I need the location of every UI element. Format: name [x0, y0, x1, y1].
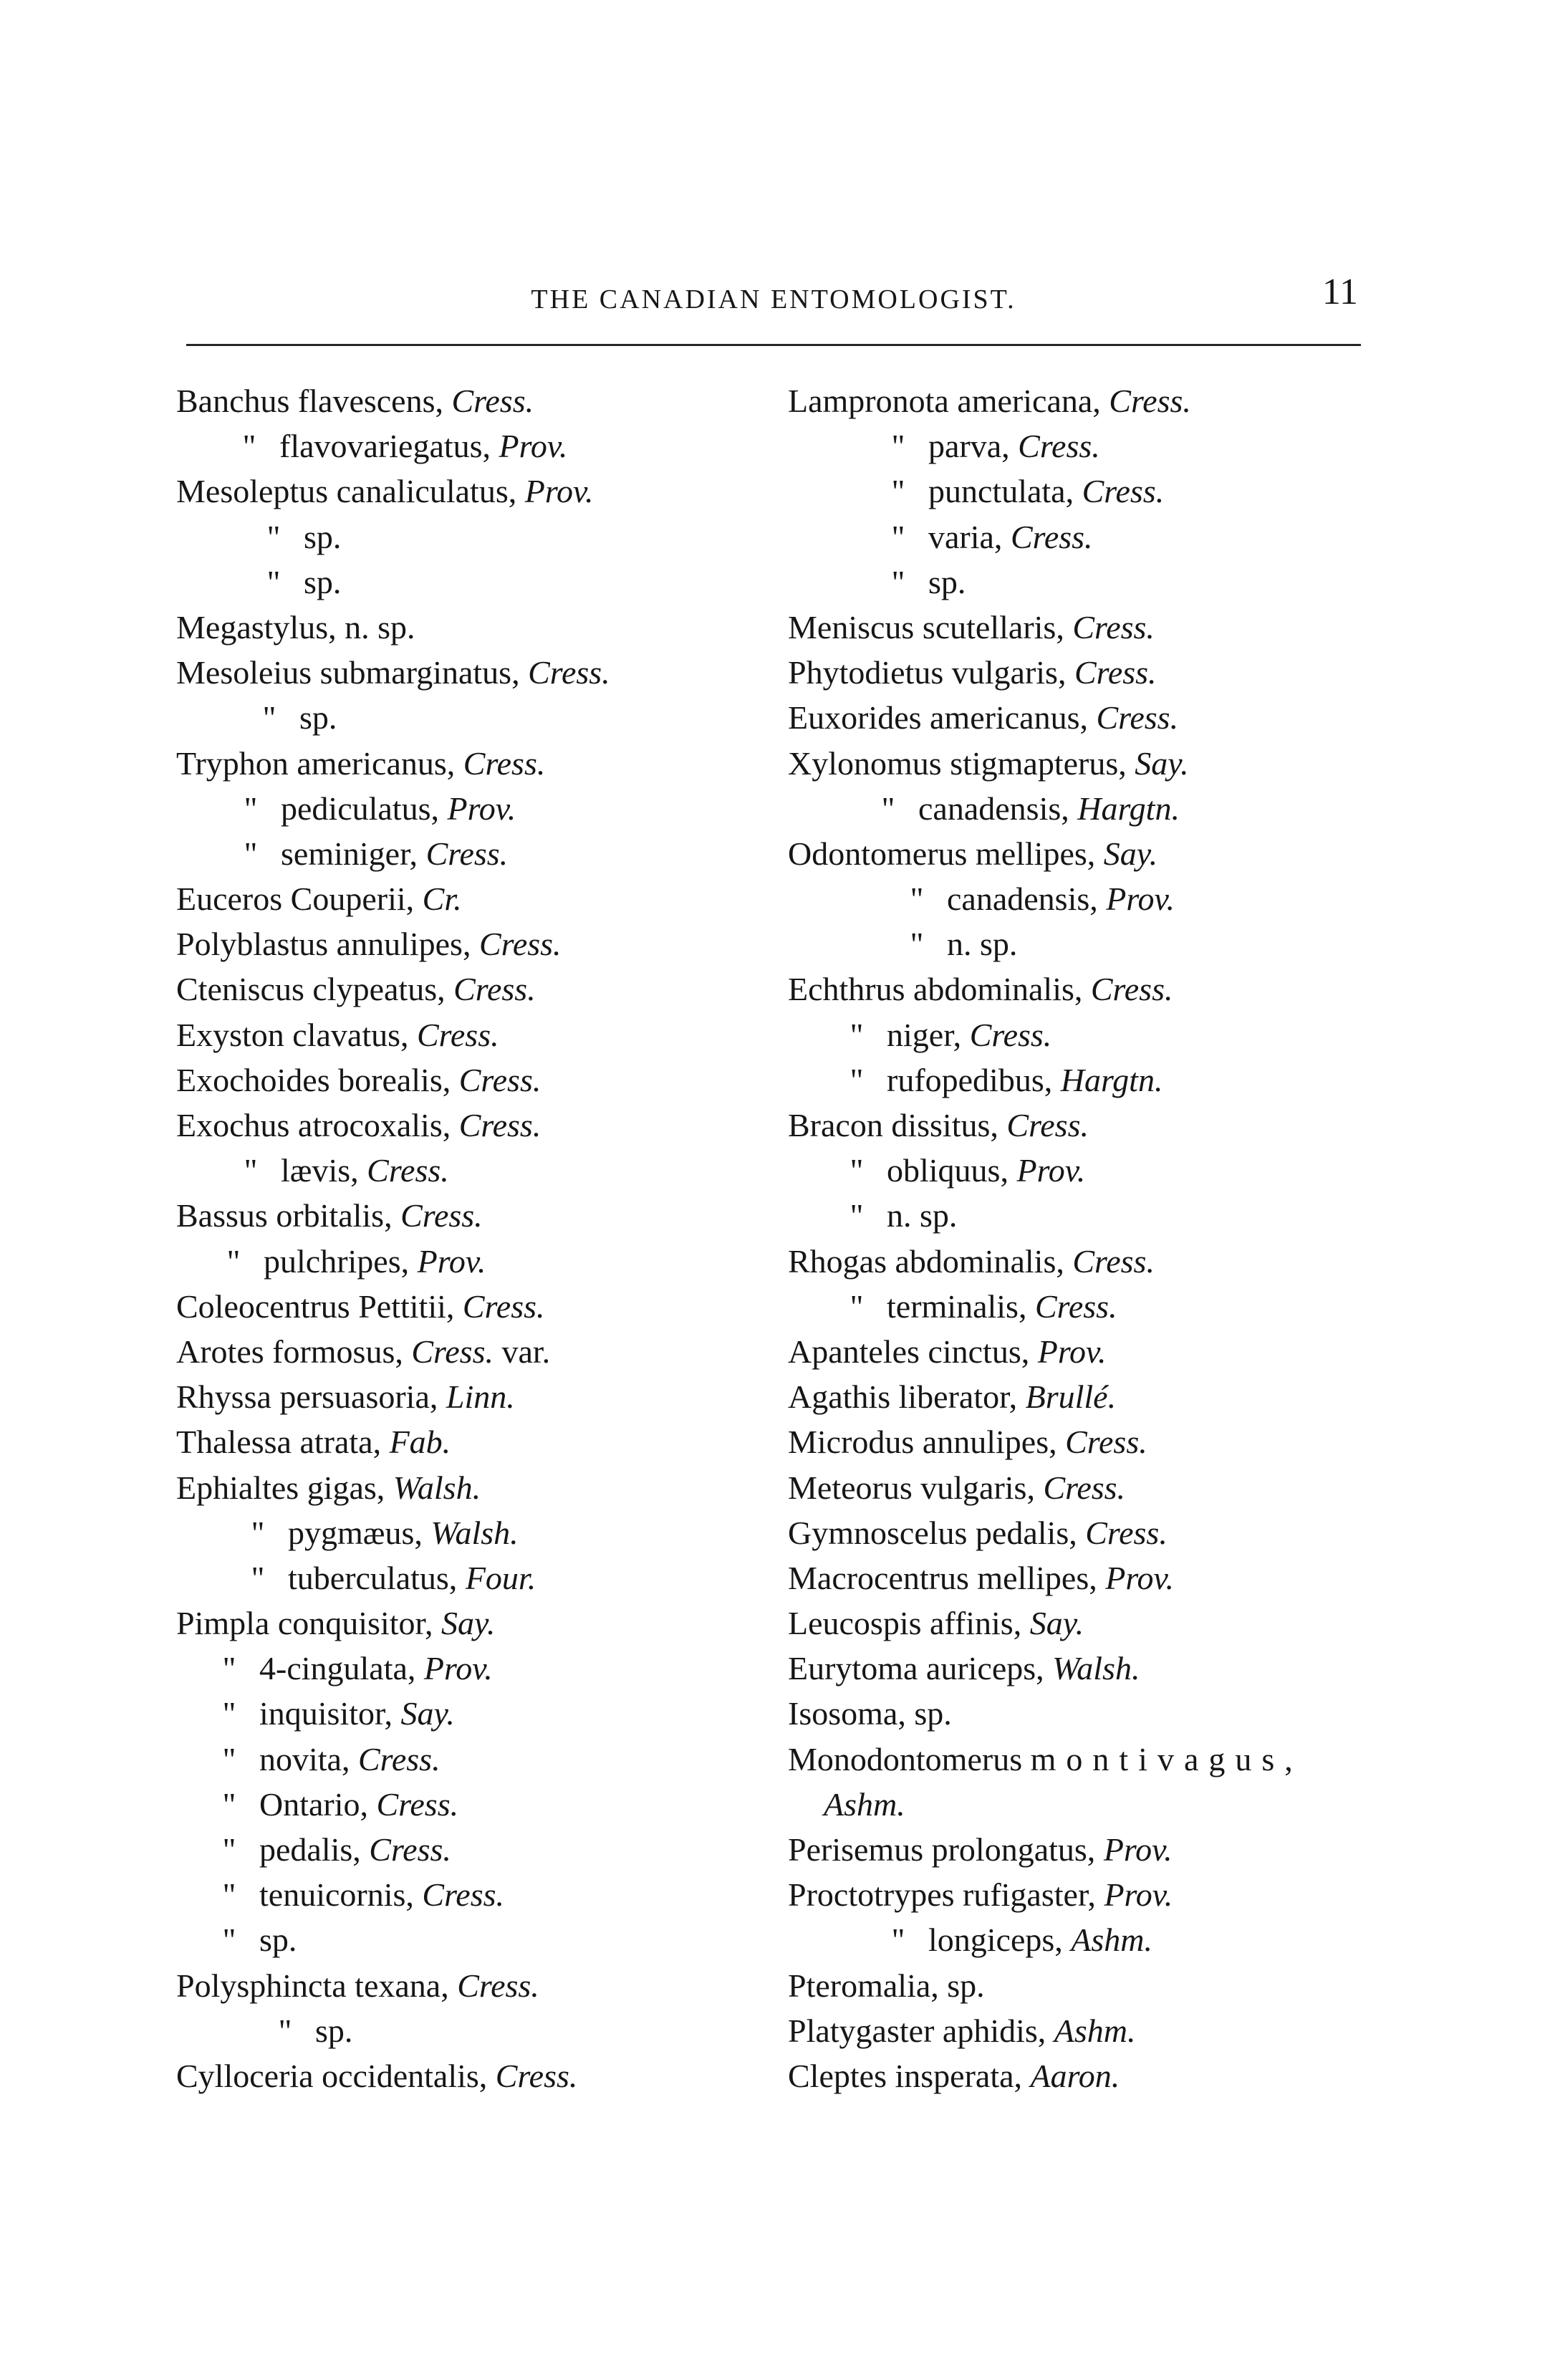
- author-name: Cress.: [453, 971, 536, 1008]
- genus-name: Coleocentrus: [176, 1287, 350, 1325]
- species-epithet: sp.: [304, 563, 342, 600]
- list-item: [788, 1284, 1375, 1329]
- ditto-mark: ": [222, 1740, 236, 1777]
- ditto-mark: ": [226, 1242, 241, 1280]
- ditto-mark: ": [910, 926, 924, 963]
- ditto-mark: ": [891, 428, 905, 465]
- ditto-mark: ": [266, 518, 281, 555]
- species-epithet: vulgaris,: [951, 654, 1067, 691]
- list-item: [176, 1284, 792, 1329]
- list-item: [788, 695, 1375, 740]
- author-name: Cress.: [376, 1785, 459, 1823]
- genus-name: Megastylus,: [176, 608, 337, 646]
- species-epithet: annulipes,: [336, 926, 471, 963]
- genus-name: Exochoides: [176, 1061, 330, 1098]
- list-item: [788, 605, 1375, 650]
- list-item: [788, 1827, 1375, 1872]
- list-item: [176, 1872, 792, 1917]
- genus-name: Macrocentrus: [788, 1559, 969, 1596]
- list-item: [176, 966, 792, 1012]
- author-name: Cress.: [1085, 1514, 1168, 1551]
- ditto-mark: ": [262, 699, 276, 736]
- list-item: [788, 1737, 1375, 1782]
- author-name: Prov.: [1106, 880, 1175, 918]
- genus-name: Ephialtes: [176, 1469, 299, 1506]
- species-epithet: dissitus,: [891, 1107, 998, 1143]
- species-epithet: abdominalis,: [913, 971, 1083, 1008]
- genus-name: Rhogas: [788, 1242, 887, 1280]
- author-name: Prov.: [447, 790, 516, 827]
- author-name: Ashm.: [824, 1785, 905, 1823]
- species-epithet: insperata,: [895, 2057, 1023, 2094]
- genus-name: Cylloceria: [176, 2057, 314, 2094]
- list-item: [788, 650, 1375, 695]
- left-column: [176, 378, 792, 2098]
- author-name: Cr.: [422, 880, 462, 918]
- author-name: Prov.: [417, 1242, 486, 1280]
- list-item: [176, 423, 792, 469]
- author-name: Ashm.: [1071, 1921, 1153, 1959]
- list-item: [176, 1193, 792, 1238]
- species-epithet: atrocoxalis,: [297, 1107, 451, 1143]
- list-item: [176, 605, 792, 650]
- list-item: [788, 921, 1375, 966]
- list-item: [176, 1827, 792, 1872]
- species-epithet: punctulata,: [928, 473, 1074, 510]
- ditto-mark: ": [881, 790, 895, 827]
- species-epithet: aphidis,: [942, 2012, 1046, 2049]
- ditto-mark: ": [242, 428, 256, 465]
- author-name: Cress.: [411, 1333, 494, 1370]
- author-name: Linn.: [446, 1378, 515, 1416]
- species-epithet: mellipes,: [977, 1559, 1097, 1596]
- genus-name: Bracon: [788, 1107, 883, 1143]
- species-epithet: pediculatus,: [281, 790, 439, 827]
- species-epithet: n. sp.: [887, 1197, 958, 1234]
- list-item: [176, 1691, 792, 1736]
- genus-name: Bassus: [176, 1197, 268, 1234]
- species-epithet: sp.: [304, 518, 342, 555]
- ditto-mark: ": [849, 1061, 864, 1098]
- genus-name: Polysphincta: [176, 1967, 347, 2004]
- author-name: Prov.: [1016, 1152, 1086, 1189]
- author-name: Cress.: [369, 1831, 451, 1868]
- author-name: Cress.: [478, 926, 562, 963]
- author-name: Prov.: [1103, 1831, 1173, 1868]
- list-item: [176, 650, 792, 695]
- list-item: [176, 831, 792, 876]
- author-name: Cress.: [462, 1287, 545, 1325]
- page-number: 11: [1322, 272, 1358, 312]
- list-item: [176, 1329, 792, 1374]
- author-name: Say.: [1029, 1605, 1084, 1642]
- list-item: [176, 1510, 792, 1555]
- author-name: Cress.: [417, 1016, 499, 1053]
- genus-name: Echthrus: [788, 971, 905, 1008]
- author-name: Prov.: [524, 473, 594, 510]
- species-epithet: affinis,: [930, 1605, 1022, 1642]
- header-rule: [186, 344, 1361, 346]
- genus-name: Isosoma,: [788, 1695, 906, 1732]
- ditto-mark: ": [278, 2012, 292, 2049]
- list-item: [176, 1601, 792, 1646]
- genus-name: Exochus: [176, 1107, 290, 1143]
- list-item: [788, 2053, 1375, 2098]
- ditto-mark: ": [244, 790, 258, 827]
- genus-name: Eurytoma: [788, 1650, 918, 1687]
- species-epithet: tuberculatus,: [288, 1559, 458, 1596]
- list-item: [176, 1103, 792, 1148]
- species-epithet: 4-cingulata,: [259, 1650, 416, 1687]
- author-name: Cress.: [1072, 608, 1155, 646]
- author-name: Prov.: [1104, 1876, 1173, 1914]
- genus-name: Odontomerus: [788, 835, 968, 872]
- species-epithet: pedalis,: [975, 1514, 1077, 1551]
- species-epithet: americanus,: [297, 744, 456, 782]
- species-epithet: n. sp.: [345, 608, 415, 646]
- ditto-mark: ": [891, 473, 905, 510]
- author-name: Walsh.: [430, 1514, 519, 1551]
- species-epithet: formosus,: [272, 1333, 403, 1370]
- genus-name: Meniscus: [788, 608, 915, 646]
- list-item: [176, 1148, 792, 1193]
- species-epithet: cinctus,: [928, 1333, 1030, 1370]
- species-epithet: seminiger,: [281, 835, 418, 872]
- species-epithet: liberator,: [898, 1378, 1018, 1416]
- ditto-mark: ": [222, 1831, 236, 1868]
- species-epithet: pulchripes,: [264, 1242, 410, 1280]
- species-epithet: inquisitor,: [259, 1695, 393, 1732]
- list-item: [176, 2008, 792, 2053]
- list-item: [788, 1510, 1375, 1555]
- species-epithet: pygmæus,: [288, 1514, 423, 1551]
- species-epithet: scutellaris,: [922, 608, 1064, 646]
- species-epithet: sp.: [947, 1967, 985, 2004]
- list-item: [788, 1103, 1375, 1148]
- species-epithet: Couperii,: [290, 880, 415, 918]
- ditto-mark: ": [849, 1197, 864, 1234]
- list-item: [788, 378, 1375, 423]
- author-name: Cress.: [1034, 1287, 1117, 1325]
- species-epithet: sp.: [299, 699, 337, 736]
- author-name: Cress.: [1010, 518, 1093, 555]
- author-name: Cress.: [1109, 383, 1191, 419]
- author-name: Prov.: [1037, 1333, 1107, 1370]
- author-name: Cress.: [1018, 428, 1100, 465]
- author-name: Cress.: [1043, 1469, 1126, 1506]
- author-name: Cress.: [495, 2057, 578, 2094]
- list-item: [788, 1374, 1375, 1419]
- genus-name: Banchus: [176, 383, 290, 419]
- genus-name: Leucospis: [788, 1605, 922, 1642]
- ditto-mark: ": [891, 518, 905, 555]
- list-item: [788, 831, 1375, 876]
- ditto-mark: ": [222, 1650, 236, 1687]
- species-epithet: sp.: [914, 1695, 952, 1732]
- list-item: [788, 2008, 1375, 2053]
- ditto-mark: ": [244, 1152, 258, 1189]
- list-item: [788, 1057, 1375, 1103]
- author-name: Say.: [400, 1695, 455, 1732]
- author-name: Walsh.: [1052, 1650, 1140, 1687]
- genus-name: Rhyssa: [176, 1378, 271, 1416]
- page-header: [172, 271, 1375, 335]
- species-epithet: novita,: [259, 1740, 350, 1777]
- author-name: Cress.: [463, 744, 546, 782]
- species-epithet: americana,: [957, 383, 1101, 419]
- species-epithet: texana,: [355, 1967, 449, 2004]
- author-name: Hargtn.: [1077, 790, 1180, 827]
- species-epithet: n. sp.: [947, 926, 1018, 963]
- species-epithet: conquisitor,: [277, 1605, 433, 1642]
- author-name: Prov.: [1105, 1559, 1175, 1596]
- species-epithet: mellipes,: [975, 835, 1096, 872]
- species-epithet: Ontario,: [259, 1785, 369, 1823]
- author-name: Cress.: [458, 1107, 541, 1143]
- list-item: [176, 1917, 792, 1962]
- genus-name: Euceros: [176, 880, 283, 918]
- list-item: [788, 1917, 1375, 1962]
- genus-name: Pimpla: [176, 1605, 270, 1642]
- species-epithet: sp.: [259, 1921, 297, 1959]
- genus-name: Mesoleius: [176, 654, 312, 691]
- list-item: [176, 695, 792, 740]
- ditto-mark: ": [849, 1016, 864, 1053]
- list-item: [176, 1737, 792, 1782]
- ditto-mark: ": [849, 1152, 864, 1189]
- variety-note: var.: [501, 1333, 551, 1370]
- list-item: [788, 1963, 1375, 2008]
- list-item: [176, 514, 792, 560]
- genus-name: Euxorides: [788, 699, 922, 736]
- species-epithet: sp.: [315, 2012, 353, 2049]
- genus-name: Gymnoscelus: [788, 1514, 968, 1551]
- list-item: [788, 423, 1375, 469]
- list-item: [176, 876, 792, 921]
- genus-name: Pteromalia,: [788, 1967, 939, 2004]
- list-item: [176, 1239, 792, 1284]
- list-item: [176, 1782, 792, 1827]
- genus-name: Lampronota: [788, 383, 949, 419]
- genus-name: Microdus: [788, 1424, 915, 1461]
- ditto-mark: ": [891, 1921, 905, 1959]
- species-epithet: longiceps,: [928, 1921, 1063, 1959]
- genus-name: Thalessa: [176, 1424, 292, 1461]
- list-item: [788, 1691, 1375, 1736]
- author-name: Fab.: [389, 1424, 451, 1461]
- list-item: [788, 1555, 1375, 1601]
- species-epithet: montivagus,: [1030, 1740, 1303, 1777]
- author-name: Cress.: [425, 835, 509, 872]
- ditto-mark: ": [266, 563, 281, 600]
- list-item: [176, 1963, 792, 2008]
- author-name: Cress.: [457, 1967, 539, 2004]
- species-epithet: terminalis,: [887, 1287, 1027, 1325]
- species-epithet: sp.: [928, 563, 966, 600]
- list-item: [176, 1419, 792, 1464]
- author-name: Ashm.: [1054, 2012, 1136, 2049]
- list-item: [788, 876, 1375, 921]
- author-name: Cress.: [367, 1152, 449, 1189]
- list-item: [176, 741, 792, 786]
- species-epithet: gigas,: [307, 1469, 385, 1506]
- author-name: Brullé.: [1025, 1378, 1117, 1416]
- list-item: [788, 1012, 1375, 1057]
- list-item: [176, 1465, 792, 1510]
- species-epithet: lævis,: [281, 1152, 359, 1189]
- species-epithet: flavescens,: [297, 383, 443, 419]
- list-item: [176, 378, 792, 423]
- genus-name: Perisemus: [788, 1831, 924, 1868]
- ditto-mark: ": [849, 1287, 864, 1325]
- genus-name: Agathis: [788, 1378, 891, 1416]
- author-name: Cress.: [400, 1197, 483, 1234]
- list-item: [176, 1555, 792, 1601]
- list-item: [788, 1329, 1375, 1374]
- list-item: [788, 1601, 1375, 1646]
- list-item: [788, 560, 1375, 605]
- species-epithet: vulgaris,: [920, 1469, 1035, 1506]
- ditto-mark: ": [222, 1785, 236, 1823]
- list-item: [788, 966, 1375, 1012]
- list-item: [788, 1239, 1375, 1284]
- author-name: Cress.: [451, 383, 534, 419]
- author-name: Prov.: [499, 428, 568, 465]
- ditto-mark: ": [891, 563, 905, 600]
- list-item: [788, 1646, 1375, 1691]
- species-epithet: obliquus,: [887, 1152, 1009, 1189]
- species-epithet: niger,: [887, 1016, 962, 1053]
- list-item: [176, 1057, 792, 1103]
- species-epithet: rufopedibus,: [887, 1061, 1053, 1098]
- ditto-mark: ": [251, 1559, 265, 1596]
- species-epithet: canadensis,: [918, 790, 1069, 827]
- species-epithet: tenuicornis,: [259, 1876, 414, 1914]
- author-name: Cress.: [969, 1016, 1052, 1053]
- list-item: [176, 921, 792, 966]
- list-item: [788, 1782, 1375, 1827]
- author-name: Say.: [1135, 744, 1189, 782]
- author-name: Prov.: [423, 1650, 493, 1687]
- genus-name: Meteorus: [788, 1469, 913, 1506]
- species-epithet: parva,: [928, 428, 1010, 465]
- genus-name: Polyblastus: [176, 926, 329, 963]
- genus-name: Monodontomerus: [788, 1740, 1023, 1777]
- species-epithet: abdominalis,: [895, 1242, 1064, 1280]
- species-epithet: atrata,: [299, 1424, 382, 1461]
- genus-name: Phytodietus: [788, 654, 944, 691]
- list-item: [788, 786, 1375, 831]
- list-item: [176, 1012, 792, 1057]
- author-name: Hargtn.: [1060, 1061, 1163, 1098]
- list-item: [788, 741, 1375, 786]
- species-epithet: clavatus,: [292, 1016, 409, 1053]
- list-item: [788, 1148, 1375, 1193]
- list-item: [788, 1419, 1375, 1464]
- author-name: Aaron.: [1030, 2057, 1120, 2094]
- species-epithet: persuasoria,: [279, 1378, 438, 1416]
- ditto-mark: ": [251, 1514, 265, 1551]
- author-name: Say.: [441, 1605, 496, 1642]
- genus-name: Xylonomus: [788, 744, 942, 782]
- genus-name: Apanteles: [788, 1333, 920, 1370]
- species-epithet: americanus,: [930, 699, 1088, 736]
- list-item: [788, 514, 1375, 560]
- species-epithet: prolongatus,: [931, 1831, 1096, 1868]
- list-item: [788, 1193, 1375, 1238]
- author-name: Cress.: [357, 1740, 441, 1777]
- genus-name: Proctotrypes: [788, 1876, 955, 1914]
- genus-name: Mesoleptus: [176, 473, 329, 510]
- species-epithet: rufigaster,: [963, 1876, 1096, 1914]
- genus-name: Exyston: [176, 1016, 284, 1053]
- author-name: Cress.: [1074, 654, 1157, 691]
- author-name: Walsh.: [393, 1469, 481, 1506]
- author-name: Four.: [465, 1559, 536, 1596]
- list-item: [176, 1646, 792, 1691]
- species-epithet: orbitalis,: [276, 1197, 393, 1234]
- ditto-mark: ": [222, 1695, 236, 1732]
- list-item: [788, 469, 1375, 514]
- author-name: Cress.: [1006, 1107, 1089, 1143]
- list-item: [176, 560, 792, 605]
- list-item: [788, 1872, 1375, 1917]
- genus-name: Cleptes: [788, 2057, 887, 2094]
- list-item: [176, 2053, 792, 2098]
- ditto-mark: ": [222, 1921, 236, 1959]
- author-name: Cress.: [458, 1061, 541, 1098]
- species-epithet: canadensis,: [947, 880, 1098, 918]
- ditto-mark: ": [910, 880, 924, 918]
- running-head: THE CANADIAN ENTOMOLOGIST.: [531, 284, 1016, 315]
- list-item: [788, 1465, 1375, 1510]
- species-epithet: auriceps,: [925, 1650, 1044, 1687]
- ditto-mark: ": [244, 835, 258, 872]
- genus-name: Ctenisсus: [176, 971, 304, 1008]
- species-epithet: canaliculatus,: [336, 473, 517, 510]
- list-item: [176, 469, 792, 514]
- author-name: Cress.: [1096, 699, 1179, 736]
- right-column: [788, 378, 1375, 2098]
- species-epithet: submarginatus,: [319, 654, 520, 691]
- author-name: Say.: [1103, 835, 1158, 872]
- species-epithet: stigmapterus,: [950, 744, 1127, 782]
- author-name: Cress.: [1090, 971, 1173, 1008]
- genus-name: Platygaster: [788, 2012, 935, 2049]
- genus-name: Arotes: [176, 1333, 264, 1370]
- author-name: Cress.: [528, 654, 610, 691]
- species-epithet: annulipes,: [922, 1424, 1057, 1461]
- species-epithet: occidentalis,: [322, 2057, 488, 2094]
- species-epithet: borealis,: [338, 1061, 451, 1098]
- ditto-mark: ": [222, 1876, 236, 1914]
- author-name: Cress.: [1065, 1424, 1147, 1461]
- genus-name: Tryphon: [176, 744, 289, 782]
- author-name: Cress.: [1072, 1242, 1155, 1280]
- species-epithet: Pettitii,: [358, 1287, 455, 1325]
- species-epithet: clypeatus,: [312, 971, 446, 1008]
- list-item: [176, 1374, 792, 1419]
- author-name: Cress.: [1082, 473, 1165, 510]
- list-item: [176, 786, 792, 831]
- species-epithet: pedalis,: [259, 1831, 361, 1868]
- species-epithet: varia,: [928, 518, 1003, 555]
- species-epithet: flavovariegatus,: [279, 428, 491, 465]
- author-name: Cress.: [422, 1876, 505, 1914]
